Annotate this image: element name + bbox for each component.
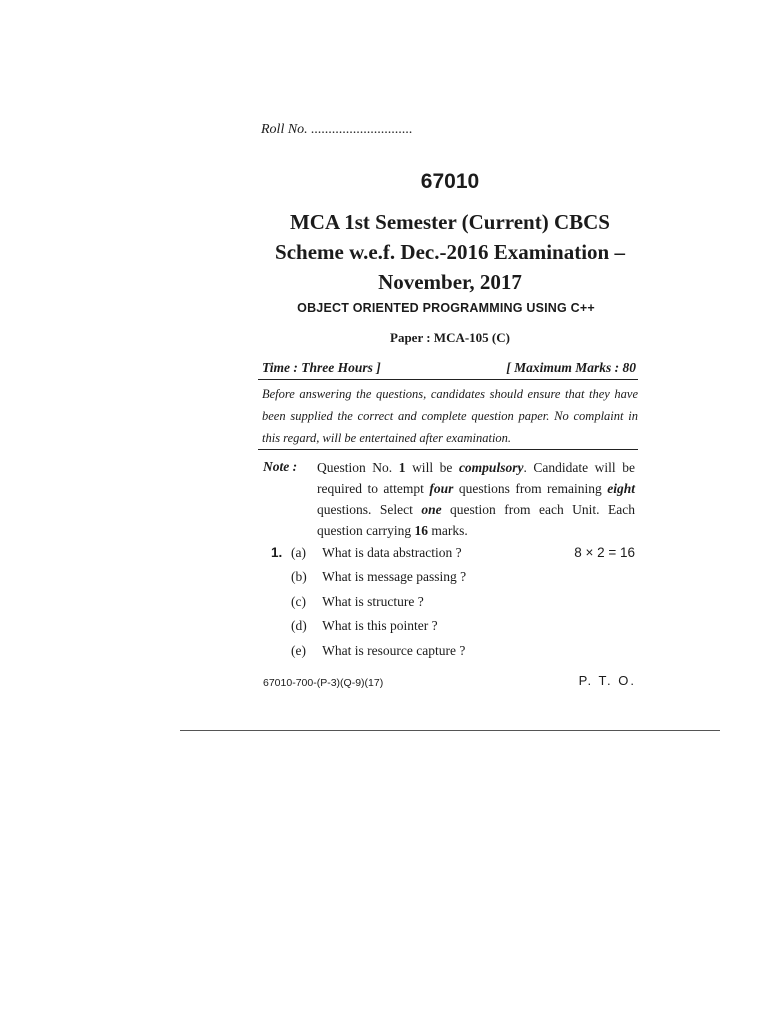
divider-bottom <box>258 449 638 450</box>
part-label: (e) <box>291 643 306 658</box>
note-label: Note : <box>263 459 298 474</box>
title-line-2: Scheme w.e.f. Dec.-2016 Examination – <box>275 240 625 264</box>
scan-line <box>180 730 720 731</box>
question-part <box>291 643 465 659</box>
divider-top <box>258 379 638 380</box>
roll-number-line: Roll No. ............................. <box>261 122 413 137</box>
note-text: Question No. 1 will be compulsory. Candidate will be required to attempt four questions from remaining eight questions. Select one question from each Unit. Each question carrying 16 marks. <box>317 460 635 538</box>
part-text: What is data abstraction ? <box>322 545 462 560</box>
part-text: What is message passing ? <box>322 569 467 584</box>
maximum-marks: [ Maximum Marks : 80 <box>506 360 636 375</box>
title-line-1: MCA 1st Semester (Current) CBCS <box>289 210 610 234</box>
part-text: What is resource capture ? <box>322 643 466 658</box>
candidate-instructions: Before answering the questions, candidates should ensure that they have been supplied the correct and complete question paper. No complaint in this regard, will be entertained after examination. <box>262 387 638 445</box>
part-text: What is this pointer ? <box>322 618 438 633</box>
question-part <box>291 545 462 561</box>
part-label: (a) <box>291 545 306 560</box>
part-label: (b) <box>291 569 307 584</box>
question-marks: 8 × 2 = 16 <box>574 545 635 560</box>
footer-code: 67010-700-(P-3)(Q-9)(17) <box>263 677 384 689</box>
part-text: What is structure ? <box>322 594 424 609</box>
paper-number: Paper : MCA-105 (C) <box>390 330 510 345</box>
question-part <box>291 569 466 585</box>
page-turn-over: P. T. O. <box>578 673 636 688</box>
title-line-3: November, 2017 <box>378 270 522 294</box>
question-part <box>291 618 438 634</box>
subject-title: OBJECT ORIENTED PROGRAMMING USING C++ <box>297 301 595 315</box>
question-part <box>291 594 424 610</box>
time-allowed: Time : Three Hours ] <box>262 360 381 375</box>
question-number: 1. <box>271 545 283 560</box>
paper-code: 67010 <box>420 170 480 193</box>
part-label: (c) <box>291 594 306 609</box>
part-label: (d) <box>291 618 307 633</box>
exam-title <box>0 207 768 297</box>
